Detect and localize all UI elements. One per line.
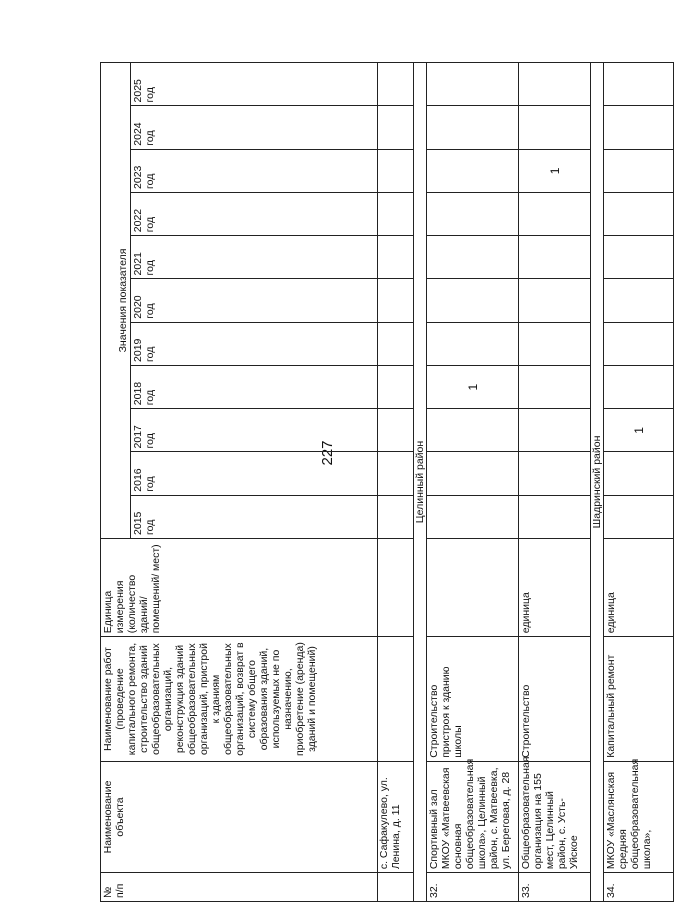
header-year: 2021 год	[131, 236, 378, 279]
row-value	[519, 322, 591, 365]
row-value	[427, 149, 519, 192]
row-value	[378, 279, 414, 322]
header-unit: Единица измерения (количество зданий/ помещений/ мест)	[101, 538, 378, 636]
row-value	[427, 236, 519, 279]
region-row	[414, 63, 427, 902]
header-year: 2022 год	[131, 192, 378, 235]
row-value	[519, 106, 591, 149]
row-unit	[378, 538, 414, 636]
row-value	[427, 452, 519, 495]
rotated-table-wrapper	[100, 62, 653, 902]
row-works: Строительство	[519, 637, 591, 762]
row-value	[604, 279, 674, 322]
header-year: 2018 год	[131, 365, 378, 408]
header-year: 2023 год	[131, 149, 378, 192]
table-row	[427, 63, 519, 902]
row-value	[519, 495, 591, 538]
row-works: Капитальный ремонт	[604, 637, 674, 762]
row-num: 34.	[604, 873, 674, 902]
header-values: Значения показателя	[101, 63, 131, 539]
row-num: 33.	[519, 873, 591, 902]
row-value	[519, 409, 591, 452]
page-number: 227	[319, 440, 336, 466]
row-value	[378, 236, 414, 279]
header-object: Наименование объекта	[101, 761, 378, 872]
row-value	[427, 322, 519, 365]
row-value: 1	[519, 149, 591, 192]
row-value	[378, 192, 414, 235]
row-unit: единица	[604, 538, 674, 636]
header-year: 2015 год	[131, 495, 378, 538]
row-value	[519, 63, 591, 106]
row-value	[427, 495, 519, 538]
row-value	[604, 365, 674, 408]
header-year: 2017 год	[131, 409, 378, 452]
row-works	[378, 637, 414, 762]
row-value	[519, 452, 591, 495]
row-value: 1	[604, 409, 674, 452]
row-object: МКОУ «Маслянская средняя общеобразовательная школа»,	[604, 761, 674, 872]
header-year: 2016 год	[131, 452, 378, 495]
row-value	[427, 106, 519, 149]
row-value	[378, 63, 414, 106]
header-year: 2019 год	[131, 322, 378, 365]
row-value	[604, 192, 674, 235]
header-num: № п/п	[101, 873, 378, 902]
row-value	[604, 452, 674, 495]
row-unit: единица	[519, 538, 591, 636]
row-value	[604, 495, 674, 538]
region-row	[591, 63, 604, 902]
row-value	[519, 365, 591, 408]
row-value	[519, 279, 591, 322]
row-value	[378, 452, 414, 495]
header-year: 2020 год	[131, 279, 378, 322]
row-num	[378, 873, 414, 902]
row-value	[604, 322, 674, 365]
region-label: Целинный район	[414, 63, 427, 902]
row-object: Спортивный зал МКОУ «Матвеевская основная общеобразовательная школа», Целинный район, с. Матвеевка, ул. Береговая, д. 28	[427, 761, 519, 872]
region-label: Шадринский район	[591, 63, 604, 902]
row-value	[378, 409, 414, 452]
row-works: Строительство пристроя к зданию школы	[427, 637, 519, 762]
row-value: 1	[427, 365, 519, 408]
header-works: Наименование работ (проведение капитального ремонта, строительство зданий общеобразовательных организаций, реконструкция зданий общеобразовательных организаций, пристрой к зданиям общеобразовательных организаций, возврат в систему общего образования зданий, используемых не по назначению, приобретение (аренда) зданий и помещений)	[101, 637, 378, 762]
table-row	[604, 63, 674, 902]
row-value	[427, 279, 519, 322]
row-num: 32.	[427, 873, 519, 902]
row-value	[604, 63, 674, 106]
row-value	[427, 409, 519, 452]
row-value	[427, 192, 519, 235]
row-value	[519, 192, 591, 235]
header-year: 2025 год	[131, 63, 378, 106]
row-object: с. Сафакулево, ул. Ленина, д. 11	[378, 761, 414, 872]
table-row	[378, 63, 414, 902]
header-year: 2024 год	[131, 106, 378, 149]
row-unit	[427, 538, 519, 636]
row-value	[604, 236, 674, 279]
indicator-table	[100, 62, 674, 902]
row-value	[378, 149, 414, 192]
row-value	[378, 495, 414, 538]
row-value	[604, 106, 674, 149]
row-value	[378, 106, 414, 149]
row-value	[427, 63, 519, 106]
row-value	[378, 322, 414, 365]
table-row	[519, 63, 591, 902]
row-value	[378, 365, 414, 408]
row-value	[604, 149, 674, 192]
row-value	[519, 236, 591, 279]
row-object: Общеобразовательная организация на 155 мест, Целинный район, с. Усть-Уйское	[519, 761, 591, 872]
